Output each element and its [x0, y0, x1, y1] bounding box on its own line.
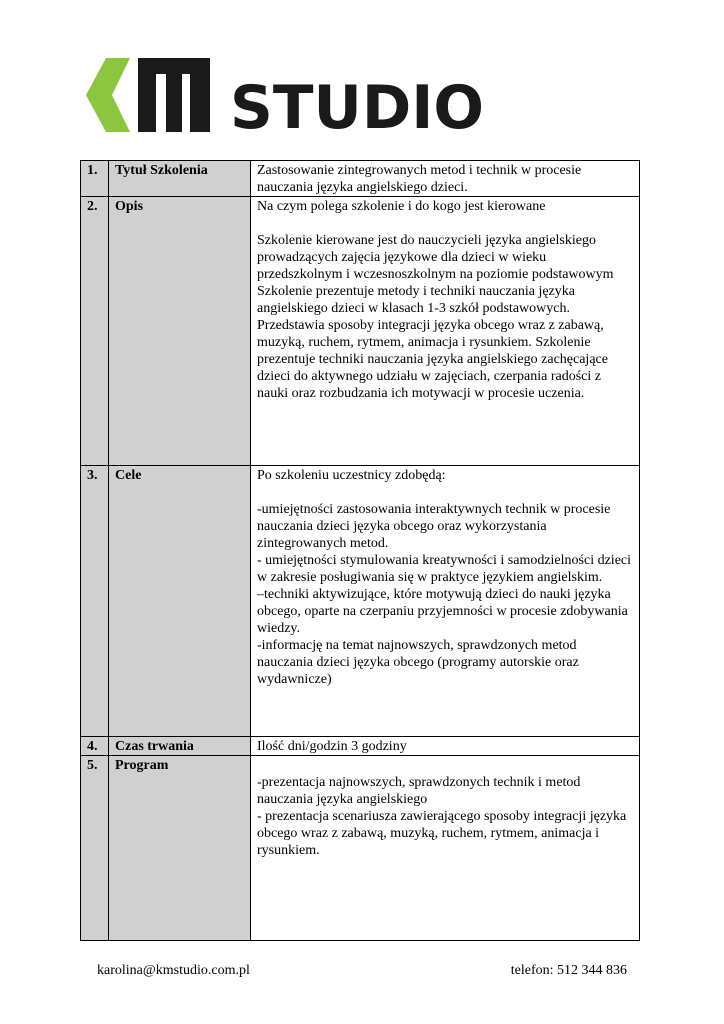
row-number: 4.	[81, 737, 109, 756]
program-item: -prezentacja najnowszych, sprawdzonych technik i metod nauczania języka angielskiego	[257, 775, 581, 807]
goal-item: -umiejętności zastosowania interaktywnych technik w procesie nauczania dzieci języka obcego oraz wykorzystania zintegrowanych metod.	[257, 502, 611, 551]
description-intro: Na czym polega szkolenie i do kogo jest kierowane	[257, 199, 546, 214]
table-row	[81, 466, 640, 737]
training-info-table	[80, 160, 640, 941]
goal-item: -informację na temat najnowszych, sprawdzonych metod nauczania dzieci języka obcego (programy autorskie oraz wydawnicze)	[257, 638, 579, 687]
row-label: Opis	[109, 197, 251, 466]
row-content	[251, 756, 640, 941]
logo-studio-text: STUDIO	[230, 73, 484, 132]
logo-k-chevron	[86, 58, 130, 132]
row-number: 3.	[81, 466, 109, 737]
table-row	[81, 756, 640, 941]
duration-text: Ilość dni/godzin 3 godziny	[257, 739, 407, 754]
row-number: 1.	[81, 161, 109, 197]
km-studio-logo	[86, 58, 486, 132]
row-content	[251, 197, 640, 466]
footer-email[interactable]: karolina@kmstudio.com.pl	[97, 963, 250, 978]
row-label: Czas trwania	[109, 737, 251, 756]
table-row	[81, 161, 640, 197]
row-content	[251, 737, 640, 756]
row-content	[251, 466, 640, 737]
table-row	[81, 197, 640, 466]
row-content	[251, 161, 640, 197]
training-title-text: Zastosowanie zintegrowanych metod i technik w procesie nauczania języka angielskiego dzieci.	[257, 163, 582, 195]
row-label: Cele	[109, 466, 251, 737]
table-row	[81, 737, 640, 756]
logo-m-letter	[138, 58, 210, 132]
program-item: - prezentacja scenariusza zawierającego sposoby integracji języka obcego wraz z zabawą, muzyką, ruchem, rytmem, animacja i rysunkiem.	[257, 809, 627, 858]
goals-intro: Po szkoleniu uczestnicy zdobędą:	[257, 468, 446, 483]
footer-phone[interactable]: telefon: 512 344 836	[510, 963, 627, 978]
row-number: 2.	[81, 197, 109, 466]
row-label: Program	[109, 756, 251, 941]
goal-item: - umiejętności stymulowania kreatywności i samodzielności dzieci w zakresie posługiwania się w praktyce językiem angielskim.	[257, 553, 632, 585]
goal-item: –techniki aktywizujące, które motywują dzieci do nauki języka obcego, oparte na czerpaniu przyjemności w procesie zdobywania wiedzy.	[257, 587, 628, 636]
row-number: 5.	[81, 756, 109, 941]
row-label: Tytuł Szkolenia	[109, 161, 251, 197]
description-body: Szkolenie kierowane jest do nauczycieli języka angielskiego prowadzących zajęcia językowe dla dzieci w wieku przedszkolnym i wczesnoszkolnym na poziomie podstawowym Szkolenie prezentuje metody i techniki nauczania języka angielskiego dzieci w klasach 1-3 szkół podstawowych. Przedstawia sposoby integracji języka obcego wraz z zabawą, muzyką, ruchem, rytmem, animacja i rysunkiem. Szkolenie prezentuje techniki nauczania języka angielskiego zachęcające dzieci do aktywnego udziału w zajęciach, czerpania radości z nauki oraz rozbudzania ich motywacji w procesie uczenia.	[257, 233, 614, 401]
